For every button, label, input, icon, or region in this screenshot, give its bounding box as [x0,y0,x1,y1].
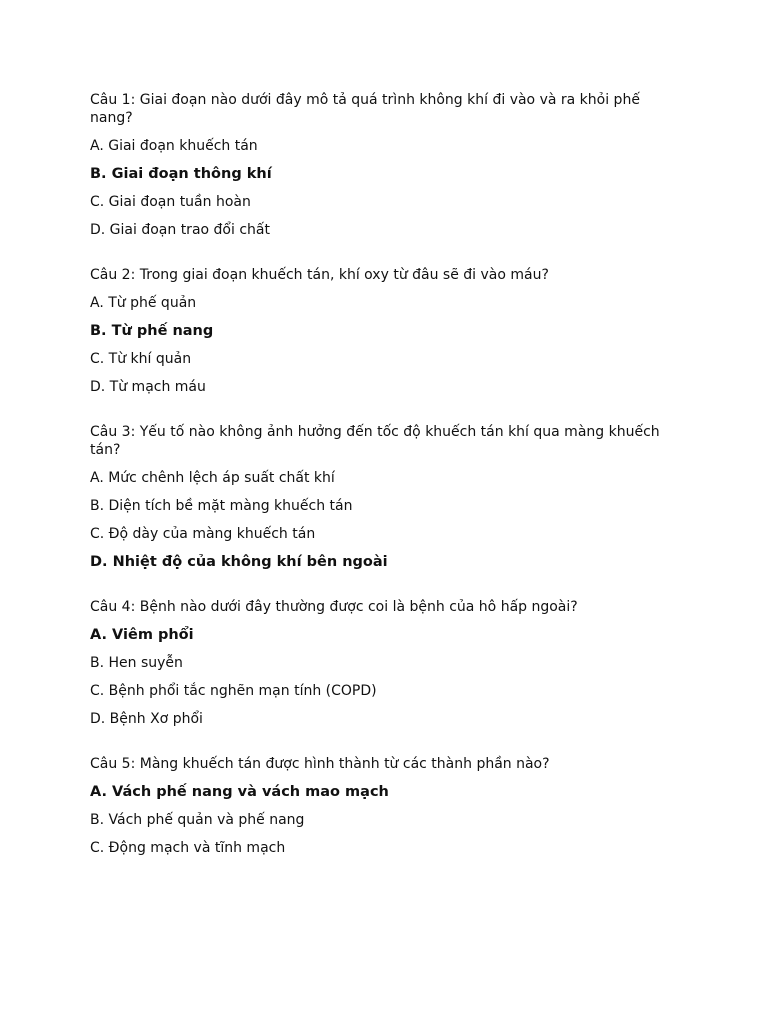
option-c: C. Giai đoạn tuần hoàn [90,194,251,210]
question-text: Câu 4: Bệnh nào dưới đây thường được coi là bệnh của hô hấp ngoài? [90,599,578,615]
option-a: A. Từ phế quản [90,295,197,311]
question-text: Câu 5: Màng khuếch tán được hình thành từ các thành phần nào? [90,756,550,772]
question-3 [90,423,670,571]
option-d-correct: D. Nhiệt độ của không khí bên ngoài [90,554,388,570]
option-a: A. Mức chênh lệch áp suất chất khí [90,470,335,486]
option-c: C. Bệnh phổi tắc nghẽn mạn tính (COPD) [90,683,377,699]
option-b-correct: B. Từ phế nang [90,323,214,339]
option-a-correct: A. Vách phế nang và vách mao mạch [90,784,389,800]
question-4 [90,598,670,728]
option-c: C. Độ dày của màng khuếch tán [90,526,316,542]
option-b: B. Diện tích bề mặt màng khuếch tán [90,498,353,514]
question-2 [90,266,670,396]
question-text: Câu 2: Trong giai đoạn khuếch tán, khí oxy từ đâu sẽ đi vào máu? [90,267,549,283]
option-c: C. Từ khí quản [90,351,192,367]
question-5 [90,755,670,857]
option-b: B. Vách phế quản và phế nang [90,812,305,828]
option-b: B. Hen suyễn [90,655,183,671]
option-c: C. Động mạch và tĩnh mạch [90,840,286,856]
question-1 [90,91,670,239]
quiz-document [90,91,670,884]
option-d: D. Giai đoạn trao đổi chất [90,222,270,238]
option-b-correct: B. Giai đoạn thông khí [90,166,272,182]
option-d: D. Từ mạch máu [90,379,206,395]
option-a-correct: A. Viêm phổi [90,627,194,643]
option-d: D. Bệnh Xơ phổi [90,711,203,727]
option-a: A. Giai đoạn khuếch tán [90,138,258,154]
question-text: Câu 1: Giai đoạn nào dưới đây mô tả quá trình không khí đi vào và ra khỏi phế nang? [90,92,640,126]
question-text: Câu 3: Yếu tố nào không ảnh hưởng đến tốc độ khuếch tán khí qua màng khuếch tán? [90,424,660,458]
